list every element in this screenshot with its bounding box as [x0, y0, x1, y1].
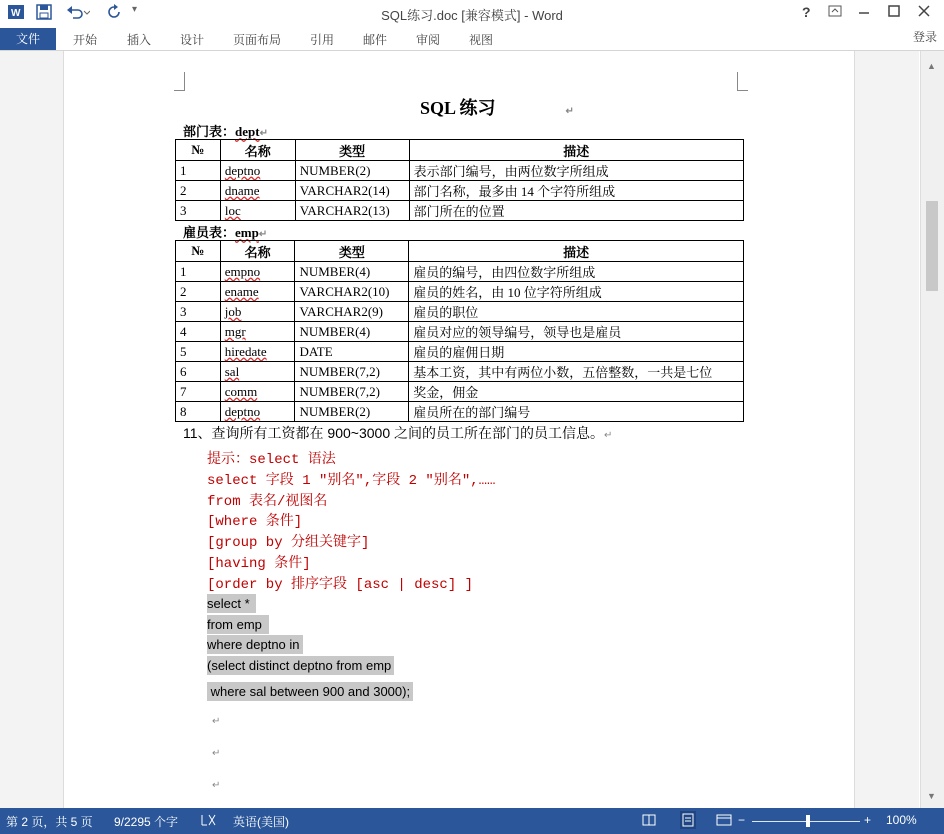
table-cell	[176, 161, 221, 181]
margin-corner-top-left	[174, 72, 185, 91]
dept-caption-name: dept	[235, 124, 260, 139]
table-cell	[295, 201, 409, 221]
dept-caption: 部门表：dept↵	[183, 124, 268, 139]
left-margin-gutter	[0, 51, 64, 808]
table-cell-text: 部门所在的位置	[413, 204, 505, 219]
table-cell-text: 表示部门编号，由两位数字所组成	[413, 164, 609, 179]
hint-line: [having 条件]	[207, 556, 311, 572]
tab-view[interactable]: 视图	[469, 33, 494, 47]
emp-table-header	[176, 241, 744, 262]
table-cell	[220, 262, 295, 282]
table-cell-text: ename	[224, 283, 259, 299]
table-cell	[176, 201, 221, 221]
proofing-icon[interactable]	[200, 813, 216, 830]
emp-table-body	[176, 262, 744, 422]
dept-caption-prefix: 部门表：	[183, 124, 236, 139]
table-cell-text: 2	[180, 283, 187, 299]
read-mode-icon[interactable]	[642, 813, 656, 830]
sql-line: select *	[207, 594, 256, 613]
table-cell	[176, 302, 221, 322]
table-cell	[295, 262, 409, 282]
table-row	[176, 181, 744, 201]
table-cell	[295, 282, 409, 302]
tab-home[interactable]: 开始	[73, 33, 98, 47]
table-cell	[295, 362, 409, 382]
table-cell-text: comm	[224, 383, 258, 399]
table-cell-text: VARCHAR2(14)	[299, 182, 390, 198]
table-cell	[220, 362, 295, 382]
status-bar	[0, 808, 944, 834]
table-cell	[409, 201, 743, 221]
table-cell-text: 3	[180, 303, 187, 319]
table-cell-text: 雇员的编号，由四位数字所组成	[413, 265, 596, 280]
dept-header-cell: 名称	[220, 140, 295, 161]
table-cell-text: NUMBER(4)	[299, 263, 371, 279]
table-cell	[220, 161, 295, 181]
table-row	[176, 282, 744, 302]
table-cell	[220, 201, 295, 221]
zoom-in-button[interactable]: +	[864, 813, 872, 827]
table-cell	[176, 262, 221, 282]
hint-line: from 表名/视图名	[207, 493, 328, 510]
table-cell-text: deptno	[224, 162, 261, 178]
maximize-icon[interactable]	[888, 4, 900, 21]
hint-line: 提示：select 语法	[207, 452, 336, 468]
dept-table	[175, 139, 744, 221]
table-cell	[409, 322, 744, 342]
tab-page-layout[interactable]: 页面布局	[233, 33, 282, 47]
table-cell	[176, 382, 221, 402]
table-cell	[176, 322, 221, 342]
table-cell-text: dname	[224, 182, 260, 198]
table-cell	[176, 362, 221, 382]
emp-caption: 雇员表：emp↵	[183, 225, 268, 240]
page-left-edge	[63, 51, 64, 808]
zoom-level[interactable]: 100%	[886, 813, 917, 827]
print-layout-icon[interactable]	[680, 811, 696, 832]
table-cell-text: 7	[180, 383, 187, 399]
hint-line: select 字段 1 "别名",字段 2 "别名",……	[207, 472, 496, 489]
table-cell-text: 1	[180, 162, 187, 178]
table-cell-text: 雇员对应的领导编号，领导也是雇员	[413, 325, 622, 340]
table-cell	[176, 402, 221, 422]
table-row	[176, 322, 744, 342]
table-cell-text: 奖金，佣金	[413, 385, 479, 400]
hint-line: [order by 排序字段 [asc | desc] ]	[207, 576, 474, 593]
table-cell	[220, 342, 295, 362]
table-cell	[409, 382, 744, 402]
emp-header-cell: 描述	[409, 241, 744, 262]
page-indicator[interactable]: 第 2 页，共 5 页	[6, 815, 93, 829]
ribbon-tabs	[0, 28, 944, 51]
table-cell-text: hiredate	[224, 343, 267, 359]
table-cell	[176, 181, 221, 201]
table-cell-text: 雇员所在的部门编号	[413, 405, 531, 420]
document-title: SQL 练习 ↵	[420, 98, 574, 118]
table-cell	[220, 402, 295, 422]
hint-line: [group by 分组关键字]	[207, 535, 370, 552]
table-cell	[295, 342, 409, 362]
scroll-up-icon[interactable]: ▲	[927, 61, 936, 71]
sql-line: where deptno in	[207, 635, 303, 654]
close-icon[interactable]	[918, 4, 930, 21]
empty-paragraph-mark: ↵	[212, 716, 221, 727]
question-11: 11、查询所有工资都在 900~3000 之间的员工所在部门的员工信息。↵	[183, 425, 613, 441]
table-cell	[409, 262, 744, 282]
table-cell-text: 部门名称，最多由 14 个字符所组成	[413, 184, 616, 199]
table-row	[176, 161, 744, 181]
table-cell-text: NUMBER(2)	[299, 403, 371, 419]
emp-header-cell: №	[176, 241, 221, 262]
ribbon-display-options-icon[interactable]	[828, 4, 842, 21]
table-cell	[295, 302, 409, 322]
dept-header-cell: 描述	[409, 140, 743, 161]
table-row	[176, 342, 744, 362]
table-cell	[409, 282, 744, 302]
right-margin-gutter	[855, 51, 919, 808]
tab-mailings[interactable]: 邮件	[363, 33, 388, 47]
table-cell-text: VARCHAR2(9)	[299, 303, 384, 319]
table-cell-text: NUMBER(4)	[299, 323, 371, 339]
table-cell	[295, 161, 409, 181]
empty-paragraph-mark: ↵	[212, 748, 221, 759]
scrollbar-thumb[interactable]	[926, 201, 938, 291]
table-cell	[295, 322, 409, 342]
table-cell-text: DATE	[299, 343, 333, 359]
table-cell	[409, 302, 744, 322]
table-cell	[295, 181, 409, 201]
web-layout-icon[interactable]	[716, 813, 732, 830]
table-cell-text: VARCHAR2(10)	[299, 283, 390, 299]
table-cell-text: empno	[224, 263, 261, 279]
title-bar	[0, 0, 944, 28]
emp-header-cell: 名称	[220, 241, 295, 262]
emp-caption-prefix: 雇员表：	[183, 225, 236, 240]
customize-toolbar-icon[interactable]: ▾	[132, 4, 138, 15]
table-cell-text: job	[224, 303, 242, 319]
emp-header-cell: 类型	[295, 241, 409, 262]
svg-text:W: W	[11, 8, 21, 19]
table-cell-text: sal	[224, 363, 240, 379]
table-cell-text: NUMBER(2)	[299, 162, 371, 178]
empty-paragraph-mark: ↵	[212, 780, 221, 791]
word-count[interactable]: 9/2295 个字	[114, 815, 179, 829]
tab-design[interactable]: 设计	[180, 33, 205, 47]
table-row	[176, 362, 744, 382]
table-cell-text: 雇员的雇佣日期	[413, 345, 505, 360]
table-cell-text: NUMBER(7,2)	[299, 383, 380, 399]
question-11-text: 11、查询所有工资都在 900~3000 之间的员工所在部门的员工信息。	[183, 425, 604, 441]
table-cell	[409, 342, 744, 362]
language-indicator[interactable]: 英语(美国)	[233, 815, 289, 829]
sql-line: (select distinct deptno from emp	[207, 656, 394, 675]
table-cell-text: deptno	[224, 403, 261, 419]
login-link[interactable]: 登录	[913, 30, 938, 44]
table-cell	[220, 302, 295, 322]
dept-table-header	[176, 140, 744, 161]
table-cell	[220, 382, 295, 402]
sql-line: from emp	[207, 615, 269, 634]
zoom-slider-knob[interactable]	[806, 815, 810, 827]
minimize-icon[interactable]	[858, 4, 870, 21]
table-cell-text: 雇员的姓名，由 10 位字符所组成	[413, 285, 602, 300]
table-row	[176, 262, 744, 282]
margin-corner-top-right	[737, 72, 748, 91]
table-cell-text: 基本工资，其中有两位小数，五倍整数，一共是七位	[413, 365, 713, 380]
tab-references[interactable]: 引用	[310, 33, 335, 47]
table-cell-text: 4	[180, 323, 187, 339]
table-cell	[220, 181, 295, 201]
scroll-down-icon[interactable]: ▼	[927, 791, 936, 801]
dept-header-cell: 类型	[295, 140, 409, 161]
tab-insert[interactable]: 插入	[127, 33, 152, 47]
table-cell	[409, 402, 744, 422]
table-cell-text: 5	[180, 343, 187, 359]
table-row	[176, 302, 744, 322]
table-cell-text: 8	[180, 403, 187, 419]
table-cell-text: 6	[180, 363, 187, 379]
tab-review[interactable]: 审阅	[416, 33, 441, 47]
zoom-out-button[interactable]: −	[738, 813, 746, 827]
table-cell	[409, 181, 743, 201]
table-cell	[220, 322, 295, 342]
table-cell-text: NUMBER(7,2)	[299, 363, 380, 379]
table-cell-text: loc	[224, 202, 241, 218]
emp-table	[175, 240, 744, 422]
table-cell	[176, 342, 221, 362]
table-cell-text: mgr	[224, 323, 246, 339]
table-row	[176, 382, 744, 402]
emp-caption-name: emp	[235, 225, 259, 240]
document-title-text: SQL 练习	[420, 98, 496, 118]
table-cell-text: 3	[180, 202, 187, 218]
table-cell	[409, 161, 743, 181]
sql-line: where sal between 900 and 3000);	[207, 682, 413, 701]
table-cell-text: 1	[180, 263, 187, 279]
table-cell	[295, 402, 409, 422]
tab-file[interactable]: 文件	[0, 28, 56, 50]
table-cell	[409, 362, 744, 382]
table-cell-text: 雇员的职位	[413, 305, 479, 320]
window-title: SQL练习.doc [兼容模式] - Word	[381, 8, 563, 23]
dept-header-cell: №	[176, 140, 221, 161]
table-cell	[220, 282, 295, 302]
table-cell	[176, 282, 221, 302]
table-cell-text: VARCHAR2(13)	[299, 202, 390, 218]
dept-table-body	[176, 161, 744, 221]
table-row	[176, 201, 744, 221]
vertical-scrollbar[interactable]	[920, 51, 944, 808]
table-cell	[295, 382, 409, 402]
table-cell-text: 2	[180, 182, 187, 198]
help-button[interactable]: ?	[802, 4, 811, 20]
hint-line: [where 条件]	[207, 514, 303, 531]
table-row	[176, 402, 744, 422]
